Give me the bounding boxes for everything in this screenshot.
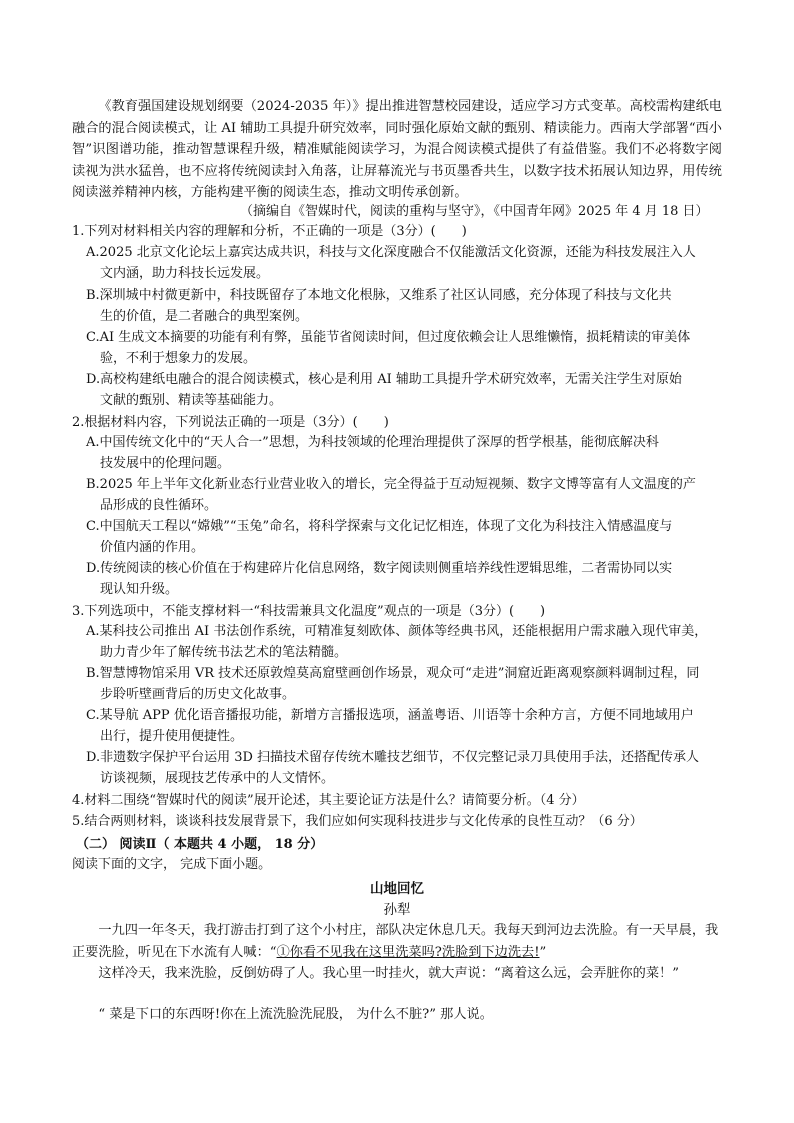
option-line: A.某科技公司推出 AI 书法创作系统，可精准复刻欧体、颜体等经典书风，还能根据用户需求融入现代审美， bbox=[86, 624, 708, 639]
question-2-option-d bbox=[86, 559, 726, 600]
question-3-option-b bbox=[86, 664, 726, 705]
option-line: 现认知升级。 bbox=[100, 581, 179, 597]
option-line: 文内涵，助力科技长远发展。 bbox=[100, 265, 270, 281]
question-1-option-d bbox=[86, 370, 726, 411]
option-line: 步聆听壁画背后的历史文化故事。 bbox=[100, 686, 296, 702]
question-2-stem: 2.根据材料内容，下列说法正确的一项是（3分）( ) bbox=[72, 415, 389, 430]
option-line: D.非遗数字保护平台运用 3D 扫描技术留存传统木雕技艺细节，不仅完整记录刀具使用手法，还搭配传承人 bbox=[86, 750, 700, 765]
reading-instruction: 阅读下面的文字， 完成下面小题。 bbox=[72, 857, 272, 872]
option-line: 出行，提升使用便捷性。 bbox=[100, 728, 244, 744]
question-2-option-b bbox=[86, 475, 726, 516]
material-two-closing-paragraph: 《教育强国建设规划纲要（2024-2035 年）》提出推进智慧校园建设，适应学习方式变革。高校需构建纸电融合的混合阅读模式，让 AI 辅助工具提升研究效率，同时强化原始文献的甄别、精读能力。西南大学部署“西小智”识图谱功能，推动智慧课程升级，精准赋能阅读学习，为混合阅读模式提供了有益借鉴。我们不必将数字阅读视为洪水猛兽，也不应将传统阅读封入角落，让屏幕流光与书页墨香共生，以数字技术拓展认知边界，用传统阅读滋养精神内核，方能构建平衡的阅读生态，推动文明传承创新。 bbox=[72, 99, 722, 200]
option-line: 品形成的良性循环。 bbox=[100, 497, 218, 513]
option-line: B.智慧博物馆采用 VR 技术还原敦煌莫高窟壁画创作场景，观众可“走进”洞窟近距离观察颜料调制过程，同 bbox=[86, 666, 700, 681]
question-3-option-d bbox=[86, 748, 726, 789]
story-paragraph-3: “ 菜是下口的东西呀!你在上流洗脸洗屁股， 为什么不脏?” 那人说。 bbox=[98, 1007, 493, 1022]
option-line: 助力青少年了解传统书法艺术的笔法精髓。 bbox=[100, 644, 348, 660]
option-line: C.AI 生成文本摘要的功能有利有弊，虽能节省阅读时间，但过度依赖会让人思维懒惰，损耗精读的审美体 bbox=[86, 330, 691, 345]
option-line: C.中国航天工程以“嫦娥”“玉兔”命名，将科学探索与文化记忆相连，体现了文化为科技注入情感温度与 bbox=[86, 519, 673, 534]
question-3-option-c bbox=[86, 706, 726, 747]
option-line: 价值内涵的作用。 bbox=[100, 539, 205, 555]
question-5: 5.结合两则材料，谈谈科技发展背景下，我们应如何实现科技进步与文化传承的良性互动？（6 分） bbox=[72, 814, 643, 829]
question-2-option-a bbox=[86, 433, 726, 474]
question-2-option-c bbox=[86, 517, 726, 558]
story-paragraph-2: 这样冷天，我来洗脸，反倒妨碍了人。我心里一时挂火，就大声说：“离着这么远，会弄脏你的菜！” bbox=[98, 966, 679, 981]
option-line: C.某导航 APP 优化语音播报功能，新增方言播报选项，涵盖粤语、川语等十余种方言，方便不同地域用户 bbox=[86, 708, 694, 723]
question-1-option-c bbox=[86, 328, 726, 369]
story-author: 孙犁 bbox=[383, 902, 411, 918]
option-line: B.深圳城中村微更新中，科技既留存了本地文化根脉，又维系了社区认同感，充分体现了科技与文化共 bbox=[86, 288, 672, 303]
option-line: 验，不利于想象力的发展。 bbox=[100, 350, 257, 366]
option-line: 访谈视频，展现技艺传承中的人文情怀。 bbox=[100, 770, 335, 786]
option-line: 文献的甄别、精读等基础能力。 bbox=[100, 392, 283, 408]
option-line: A.2025 北京文化论坛上嘉宾达成共识，科技与文化深度融合不仅能激活文化资源，还能为科技发展注入人 bbox=[86, 245, 696, 260]
story-text: ” bbox=[539, 945, 547, 960]
option-line: D.传统阅读的核心价值在于构建碎片化信息网络，数字阅读则侧重培养线性逻辑思维，二者需协同以实 bbox=[86, 561, 673, 576]
story-title: 山地回忆 bbox=[370, 881, 424, 897]
material-source-citation: （摘编自《智媒时代，阅读的重构与坚守》，《中国青年网》2025 年 4 月 18 日） bbox=[240, 204, 709, 219]
story-underlined-sentence: ①你看不见我在这里洗菜吗?洗脸到下边洗去! bbox=[276, 945, 540, 960]
option-line: 生的价值，是二者融合的典型案例。 bbox=[100, 308, 309, 324]
question-3-option-a bbox=[86, 622, 726, 663]
option-line: A.中国传统文化中的“天人合一”思想，为科技领域的伦理治理提供了深厚的哲学根基，能彻底解决科 bbox=[86, 435, 659, 450]
option-line: 技发展中的伦理问题。 bbox=[100, 455, 231, 471]
option-line: B.2025 年上半年文化新业态行业营业收入的增长，完全得益于互动短视频、数字文博等富有人文温度的产 bbox=[86, 477, 696, 492]
story-text: 一九四一年冬天，我打游击打到了这个小村庄，部队决定休息几天。我每天到河边去洗脸。有一天早晨，我正要洗脸，听见在下水流有人喊：“ bbox=[72, 923, 719, 960]
question-1-option-b bbox=[86, 286, 726, 327]
question-4: 4.材料二围绕“智媒时代的阅读”展开论述，其主要论证方法是什么？请简要分析。（4 分） bbox=[72, 793, 585, 808]
option-line: D.高校构建纸电融合的混合阅读模式，核心是利用 AI 辅助工具提升学术研究效率，无需关注学生对原始 bbox=[86, 372, 682, 387]
question-3-stem: 3.下列选项中，不能支撑材料一“科技需兼具文化温度”观点的一项是（3分）( ) bbox=[72, 604, 546, 619]
question-1-stem: 1.下列对材料相关内容的理解和分析，不正确的一项是（3分）( ) bbox=[72, 224, 467, 239]
question-1-option-a bbox=[86, 243, 726, 284]
section-heading: （二） 阅读Ⅱ（ 本题共 4 小题， 18 分） bbox=[76, 837, 324, 852]
story-paragraph-1 bbox=[72, 920, 722, 964]
